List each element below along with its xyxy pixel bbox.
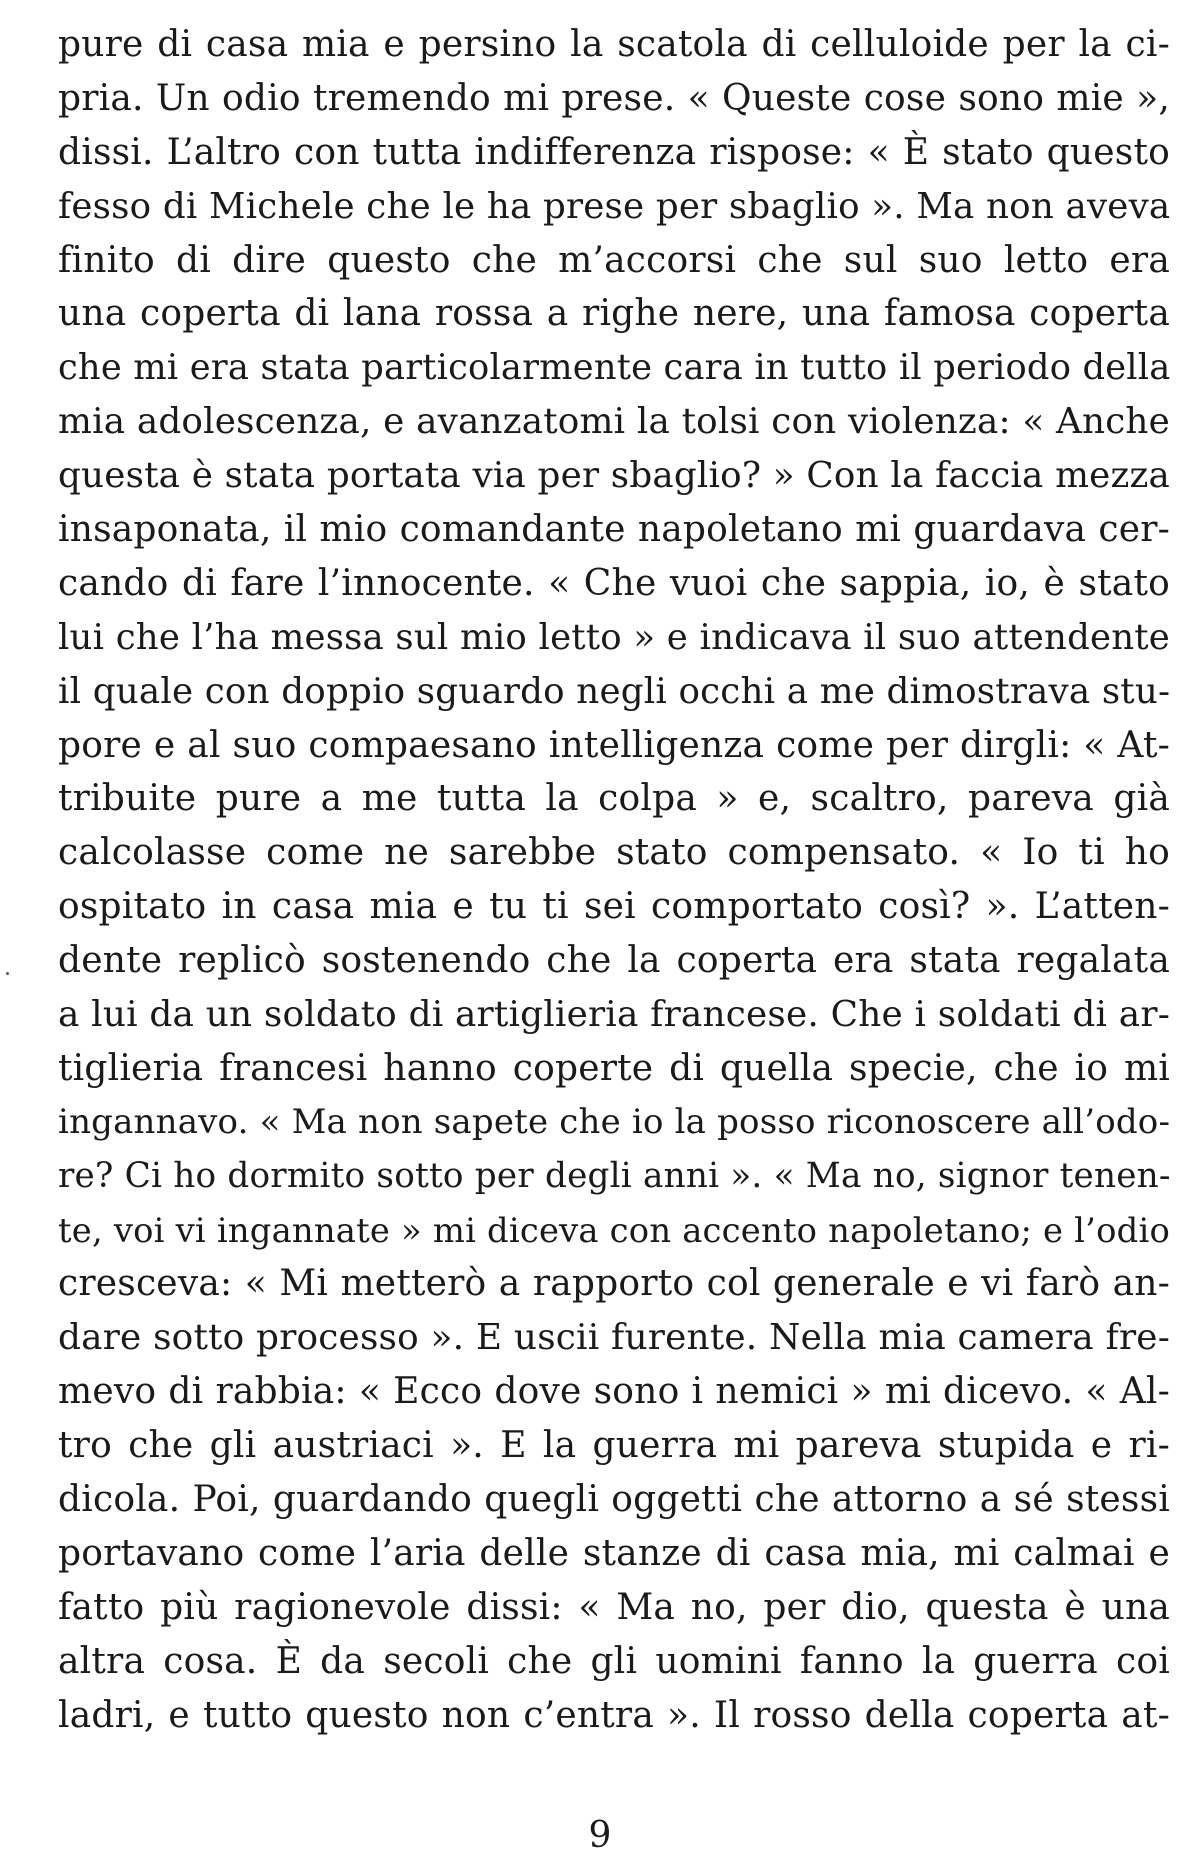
text-line: dicola. Poi, guardando quegli oggetti che attorno a sé stessi — [58, 1479, 1170, 1521]
text-line: altra cosa. È da secoli che gli uomini fanno la guerra coi — [58, 1640, 1170, 1682]
text-line: tribuite pure a me tutta la colpa » e, scaltro, pareva già — [58, 778, 1170, 820]
text-line: mevo di rabbia: « Ecco dove sono i nemici » mi dicevo. « Al- — [58, 1371, 1170, 1413]
text-line: una coperta di lana rossa a righe nere, una famosa coperta — [58, 293, 1170, 335]
text-line: questa è stata portata via per sbaglio? » Con la faccia mezza — [58, 455, 1170, 497]
text-line: pure di casa mia e persino la scatola di celluloide per la ci- — [58, 24, 1170, 65]
text-line: il quale con doppio sguardo negli occhi a me dimostrava stu- — [58, 670, 1171, 712]
text-line: pria. Un odio tremendo mi prese. « Queste cose sono mie », — [58, 77, 1170, 119]
text-line: cresceva: « Mi metterò a rapporto col generale e vi farò an- — [58, 1263, 1170, 1305]
text-line: te, voi vi ingannate » mi diceva con accento napoletano; e l’odio — [58, 1210, 1170, 1250]
text-line: a lui da un soldato di artiglieria francese. Che i soldati di ar- — [58, 994, 1170, 1036]
text-line: re? Ci ho dormito sotto per degli anni ». « Ma no, signor tenen- — [58, 1155, 1171, 1196]
text-line: ladri, e tutto questo non c’entra ». Il rosso della coperta at- — [58, 1694, 1170, 1736]
scan-speck — [6, 972, 9, 975]
text-line: tiglieria francesi hanno coperte di quella specie, che io mi — [58, 1047, 1170, 1089]
text-line: dissi. L’altro con tutta indifferenza rispose: « È stato questo — [58, 131, 1170, 173]
text-line: cando di fare l’innocente. « Che vuoi che sappia, io, è stato — [58, 562, 1170, 604]
text-line: portavano come l’aria delle stanze di casa mia, mi calmai e — [58, 1532, 1170, 1574]
text-line: calcolasse come ne sarebbe stato compensato. « Io ti ho — [58, 832, 1170, 874]
text-line: dente replicò sostenendo che la coperta era stata regalata — [58, 940, 1170, 982]
text-line: tro che gli austriaci ». E la guerra mi pareva stupida e ri- — [58, 1425, 1170, 1467]
text-line: fesso di Michele che le ha prese per sbaglio ». Ma non aveva — [58, 185, 1171, 227]
text-line: ingannavo. « Ma non sapete che io la posso riconoscere all’odo- — [58, 1101, 1171, 1142]
body-text — [58, 18, 1170, 1743]
text-line: lui che l’ha messa sul mio letto » e indicava il suo attendente — [58, 616, 1170, 658]
text-line: pore e al suo compaesano intelligenza come per dirgli: « At- — [58, 724, 1170, 766]
text-line: ospitato in casa mia e tu ti sei comportato così? ». L’atten- — [58, 886, 1170, 928]
text-line: fatto più ragionevole dissi: « Ma no, per dio, questa è una — [58, 1586, 1170, 1628]
text-line: insaponata, il mio comandante napoletano mi guardava cer- — [58, 509, 1170, 551]
text-line: dare sotto processo ». E uscii furente. Nella mia camera fre- — [58, 1317, 1170, 1359]
text-line: finito di dire questo che m’accorsi che sul suo letto era — [58, 239, 1170, 281]
text-line: che mi era stata particolarmente cara in tutto il periodo della — [58, 347, 1171, 389]
text-line: mia adolescenza, e avanzatomi la tolsi con violenza: « Anche — [58, 401, 1170, 443]
page-number: 9 — [588, 1815, 612, 1856]
